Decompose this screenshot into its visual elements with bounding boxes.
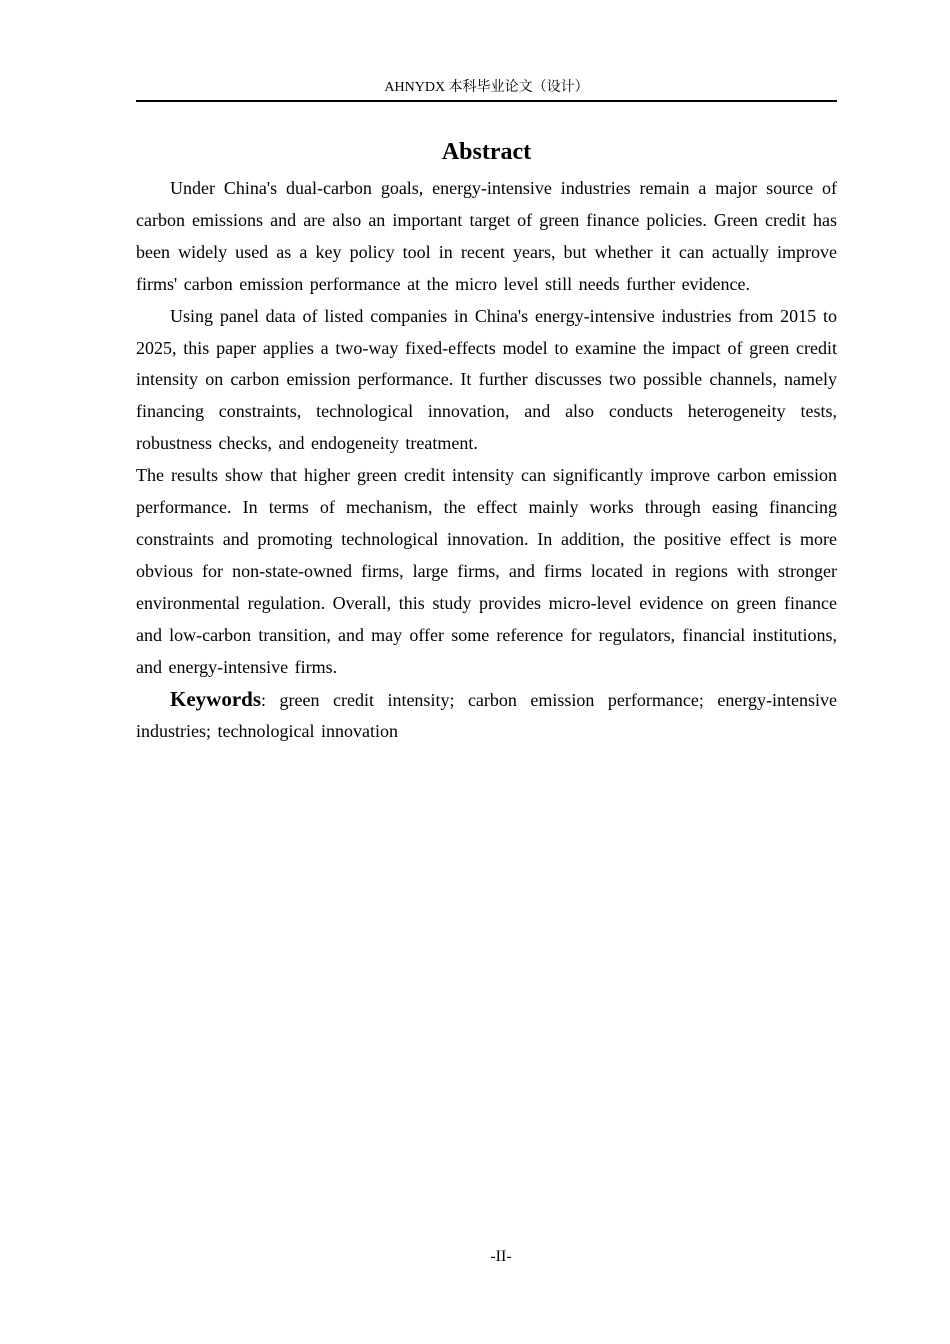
abstract-paragraph-1: Under China's dual-carbon goals, energy-intensive industries remain a major source of carbon emissions and are also an important target of green finance policies. Green credit has been widely used as a key policy tool in recent years, but whether it can actually improve firms' carbon emission performance at the micro level still needs further evidence. bbox=[136, 178, 837, 294]
abstract-body bbox=[136, 173, 837, 748]
running-header: AHNYDX 本科毕业论文（设计） bbox=[384, 80, 589, 95]
abstract-paragraph-2: Using panel data of listed companies in China's energy-intensive industries from 2015 to 2025, this paper applies a two-way fixed-effects model to examine the impact of green credit intensity on carbon emission performance. It further discusses two possible channels, namely financing constraints, technological innovation, and also conducts heterogeneity tests, robustness checks, and endogeneity treatment. bbox=[136, 305, 837, 454]
keywords-label: Keywords bbox=[170, 686, 261, 711]
keywords-separator: : bbox=[261, 689, 280, 710]
abstract-paragraph-3: The results show that higher green credit intensity can significantly improve carbon emission performance. In terms of mechanism, the effect mainly works through easing financing constraints and promoting technological innovation. In addition, the positive effect is more obvious for non-state-owned firms, large firms, and firms located in regions with stronger environmental regulation. Overall, this study provides micro-level evidence on green finance and low-carbon transition, and may offer some reference for regulators, financial institutions, and energy-intensive firms. bbox=[136, 465, 837, 677]
header-rule bbox=[136, 100, 837, 102]
page-number: -II- bbox=[490, 1248, 512, 1265]
keywords-text: green credit intensity; carbon emission performance; energy-intensive industries; technological innovation bbox=[136, 689, 837, 742]
abstract-title: Abstract bbox=[441, 139, 532, 165]
keywords-line bbox=[136, 684, 837, 749]
